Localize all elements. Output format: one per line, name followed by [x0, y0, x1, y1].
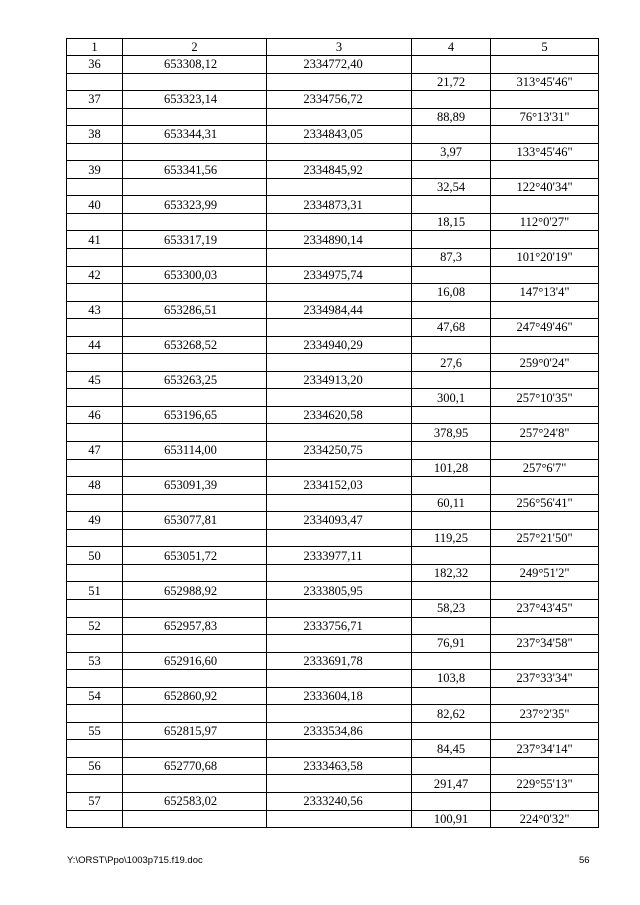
x-coordinate-cell: 653114,00: [123, 442, 267, 460]
x-coordinate-cell: 653196,65: [123, 406, 267, 424]
empty-cell: [123, 775, 267, 793]
point-number-cell: 49: [67, 512, 123, 530]
x-coordinate-cell: 653308,12: [123, 56, 267, 74]
empty-cell: [491, 336, 599, 354]
segment-row: [67, 494, 599, 512]
x-coordinate-cell: 653341,56: [123, 161, 267, 179]
segment-row: [67, 635, 599, 653]
empty-cell: [267, 459, 412, 477]
point-row: [67, 406, 599, 424]
empty-cell: [412, 56, 491, 74]
empty-cell: [67, 635, 123, 653]
empty-cell: [412, 91, 491, 109]
y-coordinate-cell: 2333463,58: [267, 757, 412, 775]
empty-cell: [412, 301, 491, 319]
empty-cell: [123, 284, 267, 302]
segment-row: [67, 389, 599, 407]
empty-cell: [267, 249, 412, 267]
empty-cell: [123, 670, 267, 688]
point-row: [67, 792, 599, 810]
segment-length-cell: 27,6: [412, 354, 491, 372]
direction-angle-cell: 101°20'19": [491, 249, 599, 267]
direction-angle-cell: 237°2'35": [491, 705, 599, 723]
segment-row: [67, 564, 599, 582]
empty-cell: [267, 284, 412, 302]
point-number-cell: 52: [67, 617, 123, 635]
x-coordinate-cell: 653268,52: [123, 336, 267, 354]
point-row: [67, 477, 599, 495]
point-row: [67, 371, 599, 389]
empty-cell: [412, 336, 491, 354]
direction-angle-cell: 247°49'46": [491, 319, 599, 337]
direction-angle-cell: 237°34'58": [491, 635, 599, 653]
empty-cell: [67, 143, 123, 161]
point-number-cell: 50: [67, 547, 123, 565]
empty-cell: [67, 389, 123, 407]
point-row: [67, 301, 599, 319]
y-coordinate-cell: 2334152,03: [267, 477, 412, 495]
segment-length-cell: 76,91: [412, 635, 491, 653]
empty-cell: [123, 319, 267, 337]
segment-length-cell: 18,15: [412, 213, 491, 231]
empty-cell: [123, 143, 267, 161]
point-number-cell: 53: [67, 652, 123, 670]
segment-length-cell: 291,47: [412, 775, 491, 793]
y-coordinate-cell: 2334845,92: [267, 161, 412, 179]
segment-length-cell: 16,08: [412, 284, 491, 302]
empty-cell: [123, 459, 267, 477]
empty-cell: [123, 810, 267, 828]
empty-cell: [267, 178, 412, 196]
header-cell-2: 2: [123, 39, 267, 56]
empty-cell: [123, 564, 267, 582]
segment-row: [67, 705, 599, 723]
segment-length-cell: 47,68: [412, 319, 491, 337]
empty-cell: [412, 792, 491, 810]
empty-cell: [491, 477, 599, 495]
empty-cell: [123, 249, 267, 267]
direction-angle-cell: 259°0'24": [491, 354, 599, 372]
y-coordinate-cell: 2333240,56: [267, 792, 412, 810]
empty-cell: [267, 670, 412, 688]
header-cell-5: 5: [491, 39, 599, 56]
empty-cell: [412, 266, 491, 284]
point-row: [67, 336, 599, 354]
empty-cell: [412, 582, 491, 600]
header-cell-3: 3: [267, 39, 412, 56]
point-number-cell: 42: [67, 266, 123, 284]
x-coordinate-cell: 652583,02: [123, 792, 267, 810]
empty-cell: [491, 301, 599, 319]
empty-cell: [123, 529, 267, 547]
point-row: [67, 687, 599, 705]
empty-cell: [491, 231, 599, 249]
point-row: [67, 196, 599, 214]
empty-cell: [267, 389, 412, 407]
point-number-cell: 46: [67, 406, 123, 424]
empty-cell: [412, 757, 491, 775]
segment-row: [67, 740, 599, 758]
point-row: [67, 652, 599, 670]
empty-cell: [412, 477, 491, 495]
y-coordinate-cell: 2333805,95: [267, 582, 412, 600]
point-row: [67, 512, 599, 530]
footer-file-path: Y:\ORST\Ppo\1003p715.f19.doc: [67, 855, 203, 866]
empty-cell: [412, 687, 491, 705]
x-coordinate-cell: 652988,92: [123, 582, 267, 600]
empty-cell: [412, 371, 491, 389]
empty-cell: [267, 73, 412, 91]
direction-angle-cell: 237°34'14": [491, 740, 599, 758]
empty-cell: [412, 652, 491, 670]
point-number-cell: 37: [67, 91, 123, 109]
point-number-cell: 39: [67, 161, 123, 179]
y-coordinate-cell: 2334772,40: [267, 56, 412, 74]
y-coordinate-cell: 2334756,72: [267, 91, 412, 109]
point-number-cell: 36: [67, 56, 123, 74]
segment-length-cell: 32,54: [412, 178, 491, 196]
segment-row: [67, 775, 599, 793]
empty-cell: [123, 108, 267, 126]
empty-cell: [267, 705, 412, 723]
direction-angle-cell: 313°45'46": [491, 73, 599, 91]
direction-angle-cell: 257°10'35": [491, 389, 599, 407]
empty-cell: [267, 599, 412, 617]
x-coordinate-cell: 653323,99: [123, 196, 267, 214]
segment-length-cell: 101,28: [412, 459, 491, 477]
segment-row: [67, 459, 599, 477]
segment-row: [67, 108, 599, 126]
segment-row: [67, 670, 599, 688]
empty-cell: [67, 529, 123, 547]
empty-cell: [412, 126, 491, 144]
x-coordinate-cell: 653317,19: [123, 231, 267, 249]
segment-row: [67, 529, 599, 547]
point-number-cell: 43: [67, 301, 123, 319]
empty-cell: [123, 389, 267, 407]
empty-cell: [67, 424, 123, 442]
empty-cell: [491, 406, 599, 424]
direction-angle-cell: 257°24'8": [491, 424, 599, 442]
empty-cell: [491, 91, 599, 109]
segment-length-cell: 119,25: [412, 529, 491, 547]
x-coordinate-cell: 653300,03: [123, 266, 267, 284]
empty-cell: [67, 494, 123, 512]
segment-length-cell: 82,62: [412, 705, 491, 723]
x-coordinate-cell: 652770,68: [123, 757, 267, 775]
empty-cell: [123, 354, 267, 372]
empty-cell: [491, 617, 599, 635]
y-coordinate-cell: 2334620,58: [267, 406, 412, 424]
point-row: [67, 231, 599, 249]
segment-length-cell: 88,89: [412, 108, 491, 126]
point-row: [67, 442, 599, 460]
point-number-cell: 56: [67, 757, 123, 775]
point-row: [67, 582, 599, 600]
segment-row: [67, 73, 599, 91]
segment-row: [67, 354, 599, 372]
empty-cell: [491, 687, 599, 705]
point-row: [67, 617, 599, 635]
point-number-cell: 38: [67, 126, 123, 144]
segment-length-cell: 182,32: [412, 564, 491, 582]
empty-cell: [267, 424, 412, 442]
point-row: [67, 722, 599, 740]
y-coordinate-cell: 2334913,20: [267, 371, 412, 389]
empty-cell: [267, 143, 412, 161]
y-coordinate-cell: 2333534,86: [267, 722, 412, 740]
footer-page-number: 56: [579, 855, 590, 866]
direction-angle-cell: 257°6'7": [491, 459, 599, 477]
empty-cell: [412, 512, 491, 530]
empty-cell: [267, 319, 412, 337]
point-number-cell: 45: [67, 371, 123, 389]
empty-cell: [67, 73, 123, 91]
empty-cell: [491, 266, 599, 284]
empty-cell: [67, 599, 123, 617]
empty-cell: [67, 178, 123, 196]
coordinates-table-body: [67, 39, 599, 828]
segment-row: [67, 143, 599, 161]
point-number-cell: 55: [67, 722, 123, 740]
x-coordinate-cell: 653091,39: [123, 477, 267, 495]
empty-cell: [412, 442, 491, 460]
direction-angle-cell: 256°56'41": [491, 494, 599, 512]
direction-angle-cell: 237°43'45": [491, 599, 599, 617]
empty-cell: [491, 56, 599, 74]
empty-cell: [67, 108, 123, 126]
empty-cell: [491, 792, 599, 810]
x-coordinate-cell: 653077,81: [123, 512, 267, 530]
empty-cell: [67, 213, 123, 231]
point-row: [67, 266, 599, 284]
empty-cell: [412, 547, 491, 565]
y-coordinate-cell: 2334873,31: [267, 196, 412, 214]
direction-angle-cell: 249°51'2": [491, 564, 599, 582]
empty-cell: [123, 635, 267, 653]
empty-cell: [412, 406, 491, 424]
empty-cell: [491, 757, 599, 775]
x-coordinate-cell: 652860,92: [123, 687, 267, 705]
empty-cell: [67, 319, 123, 337]
direction-angle-cell: 112°0'27": [491, 213, 599, 231]
empty-cell: [491, 722, 599, 740]
empty-cell: [267, 354, 412, 372]
direction-angle-cell: 224°0'32": [491, 810, 599, 828]
empty-cell: [491, 582, 599, 600]
segment-length-cell: 378,95: [412, 424, 491, 442]
segment-row: [67, 284, 599, 302]
x-coordinate-cell: 653344,31: [123, 126, 267, 144]
segment-length-cell: 84,45: [412, 740, 491, 758]
empty-cell: [412, 617, 491, 635]
empty-cell: [123, 73, 267, 91]
point-number-cell: 40: [67, 196, 123, 214]
y-coordinate-cell: 2334984,44: [267, 301, 412, 319]
segment-length-cell: 300,1: [412, 389, 491, 407]
empty-cell: [67, 564, 123, 582]
empty-cell: [491, 547, 599, 565]
coordinates-table: [66, 38, 599, 828]
empty-cell: [123, 494, 267, 512]
empty-cell: [67, 810, 123, 828]
point-row: [67, 161, 599, 179]
empty-cell: [412, 231, 491, 249]
direction-angle-cell: 229°55'13": [491, 775, 599, 793]
direction-angle-cell: 122°40'34": [491, 178, 599, 196]
direction-angle-cell: 76°13'31": [491, 108, 599, 126]
empty-cell: [267, 213, 412, 231]
empty-cell: [123, 213, 267, 231]
point-row: [67, 757, 599, 775]
segment-length-cell: 103,8: [412, 670, 491, 688]
segment-length-cell: 60,11: [412, 494, 491, 512]
empty-cell: [267, 810, 412, 828]
header-row: [67, 39, 599, 56]
empty-cell: [491, 652, 599, 670]
point-number-cell: 48: [67, 477, 123, 495]
empty-cell: [491, 161, 599, 179]
segment-length-cell: 21,72: [412, 73, 491, 91]
segment-length-cell: 100,91: [412, 810, 491, 828]
point-row: [67, 56, 599, 74]
point-number-cell: 51: [67, 582, 123, 600]
y-coordinate-cell: 2333756,71: [267, 617, 412, 635]
header-cell-4: 4: [412, 39, 491, 56]
x-coordinate-cell: 652916,60: [123, 652, 267, 670]
empty-cell: [267, 494, 412, 512]
empty-cell: [412, 161, 491, 179]
empty-cell: [67, 740, 123, 758]
empty-cell: [491, 371, 599, 389]
empty-cell: [267, 108, 412, 126]
empty-cell: [491, 126, 599, 144]
point-row: [67, 126, 599, 144]
x-coordinate-cell: 652957,83: [123, 617, 267, 635]
y-coordinate-cell: 2333691,78: [267, 652, 412, 670]
empty-cell: [123, 599, 267, 617]
segment-length-cell: 3,97: [412, 143, 491, 161]
empty-cell: [67, 284, 123, 302]
x-coordinate-cell: 653051,72: [123, 547, 267, 565]
point-number-cell: 47: [67, 442, 123, 460]
segment-row: [67, 424, 599, 442]
y-coordinate-cell: 2334843,05: [267, 126, 412, 144]
point-row: [67, 547, 599, 565]
direction-angle-cell: 147°13'4": [491, 284, 599, 302]
y-coordinate-cell: 2334975,74: [267, 266, 412, 284]
x-coordinate-cell: 652815,97: [123, 722, 267, 740]
point-row: [67, 91, 599, 109]
empty-cell: [412, 722, 491, 740]
segment-row: [67, 249, 599, 267]
direction-angle-cell: 133°45'46": [491, 143, 599, 161]
point-number-cell: 44: [67, 336, 123, 354]
empty-cell: [123, 178, 267, 196]
empty-cell: [491, 196, 599, 214]
empty-cell: [267, 775, 412, 793]
point-number-cell: 57: [67, 792, 123, 810]
empty-cell: [123, 424, 267, 442]
segment-row: [67, 810, 599, 828]
y-coordinate-cell: 2333977,11: [267, 547, 412, 565]
y-coordinate-cell: 2334890,14: [267, 231, 412, 249]
segment-length-cell: 58,23: [412, 599, 491, 617]
empty-cell: [267, 529, 412, 547]
empty-cell: [67, 459, 123, 477]
header-cell-1: 1: [67, 39, 123, 56]
empty-cell: [267, 564, 412, 582]
empty-cell: [67, 249, 123, 267]
segment-row: [67, 213, 599, 231]
y-coordinate-cell: 2333604,18: [267, 687, 412, 705]
x-coordinate-cell: 653323,14: [123, 91, 267, 109]
empty-cell: [267, 740, 412, 758]
point-number-cell: 41: [67, 231, 123, 249]
empty-cell: [67, 705, 123, 723]
empty-cell: [491, 442, 599, 460]
empty-cell: [491, 512, 599, 530]
empty-cell: [123, 740, 267, 758]
x-coordinate-cell: 653263,25: [123, 371, 267, 389]
direction-angle-cell: 257°21'50": [491, 529, 599, 547]
point-number-cell: 54: [67, 687, 123, 705]
segment-row: [67, 178, 599, 196]
segment-length-cell: 87,3: [412, 249, 491, 267]
empty-cell: [267, 635, 412, 653]
empty-cell: [412, 196, 491, 214]
y-coordinate-cell: 2334250,75: [267, 442, 412, 460]
y-coordinate-cell: 2334940,29: [267, 336, 412, 354]
direction-angle-cell: 237°33'34": [491, 670, 599, 688]
y-coordinate-cell: 2334093,47: [267, 512, 412, 530]
x-coordinate-cell: 653286,51: [123, 301, 267, 319]
segment-row: [67, 319, 599, 337]
empty-cell: [67, 775, 123, 793]
empty-cell: [67, 354, 123, 372]
empty-cell: [123, 705, 267, 723]
empty-cell: [67, 670, 123, 688]
segment-row: [67, 599, 599, 617]
